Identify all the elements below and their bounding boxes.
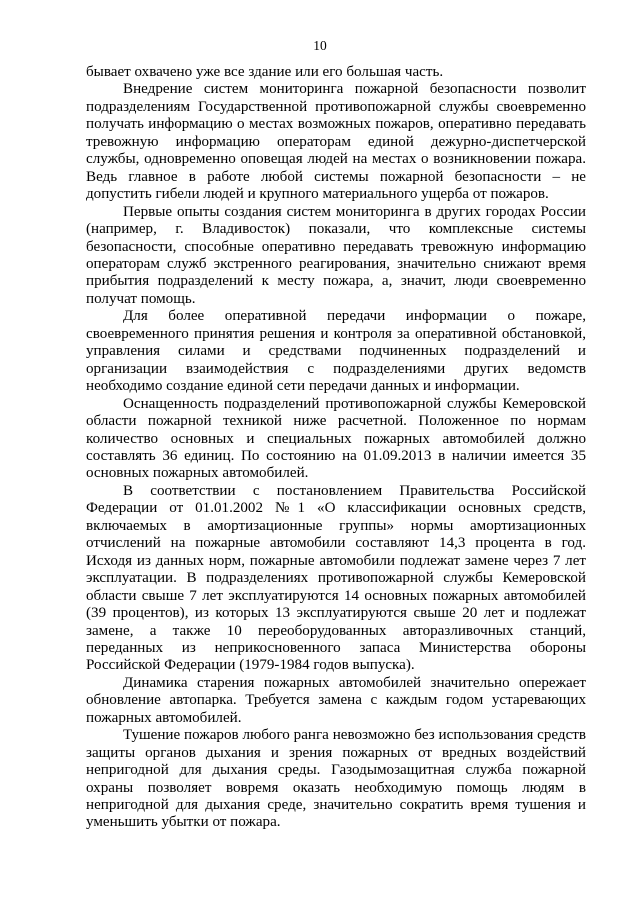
paragraph-6: В соответствии с постановлением Правительства Российской Федерации от 01.01.2002 №1 «О классификации основных средств, включаемых в амортизационные группы» нормы амортизационных отчислений на пожарные автомобили составляют 14,3 процента в год. Исходя из данных норм, пожарные автомобили подлежат замене через 7 лет эксплуатации. В подразделениях противопожарной службы Кемеровской области свыше 7 лет эксплуатируются 14 основных пожарных автомобилей (39 процентов), из которых 13 эксплуатируются свыше 20 лет и подлежат замене, а также 10 переоборудованных авторазливочных станций, переданных из неприкосновенного запаса Министерства обороны Российской Федерации (1979-1984 годов выпуска). — [86, 482, 586, 674]
paragraph-8: Тушение пожаров любого ранга невозможно без использования средств защиты органов дыхания и зрения пожарных от вредных воздействий непригодной для дыхания среды. Газодымозащитная служба пожарной охраны позволяет вовремя оказать необходимую помощь людям в непригодной для дыхания среде, значительно сократить время тушения и уменьшить убытки от пожара. — [86, 727, 586, 831]
paragraph-2: Внедрение систем мониторинга пожарной безопасности позволит подразделениям Государственной противопожарной службы своевременно получать информацию о местах возможных пожаров, оперативно передавать тревожную информацию операторам единой дежурно-диспетчерской службы, одновременно оповещая людей на местах о возникновении пожара. Ведь главное в работе любой системы пожарной безопасности – не допустить гибели людей и крупного материального ущерба от пожаров. — [86, 81, 586, 203]
document-body — [86, 64, 586, 832]
paragraph-5: Оснащенность подразделений противопожарной службы Кемеровской области пожарной техникой ниже расчетной. Положенное по нормам количество основных и специальных пожарных автомобилей должно составлять 36 единиц. По состоянию на 01.09.2013 в наличии имеется 35 основных пожарных автомобилей. — [86, 395, 586, 482]
paragraph-1: бывает охвачено уже все здание или его большая часть. — [86, 64, 444, 80]
paragraph-4: Для более оперативной передачи информации о пожаре, своевременного принятия решения и контроля за оперативной обстановкой, управления силами и средствами подчиненных подразделений и организации взаимодействия с подразделениями других ведомств необходимо создание единой сети передачи данных и информации. — [86, 308, 586, 395]
paragraph-3: Первые опыты создания систем мониторинга в других городах России (например, г. Владивосток) показали, что комплексные системы безопасности, способные оперативно передавать тревожную информацию операторам служб экстренного реагирования, значительно снижают время прибытия подразделений к месту пожара, а, значит, люди своевременно получат помощь. — [86, 203, 586, 307]
paragraph-7: Динамика старения пожарных автомобилей значительно опережает обновление автопарка. Требуется замена с каждым годом устаревающих пожарных автомобилей. — [86, 674, 586, 726]
page-number: 10 — [313, 38, 327, 53]
